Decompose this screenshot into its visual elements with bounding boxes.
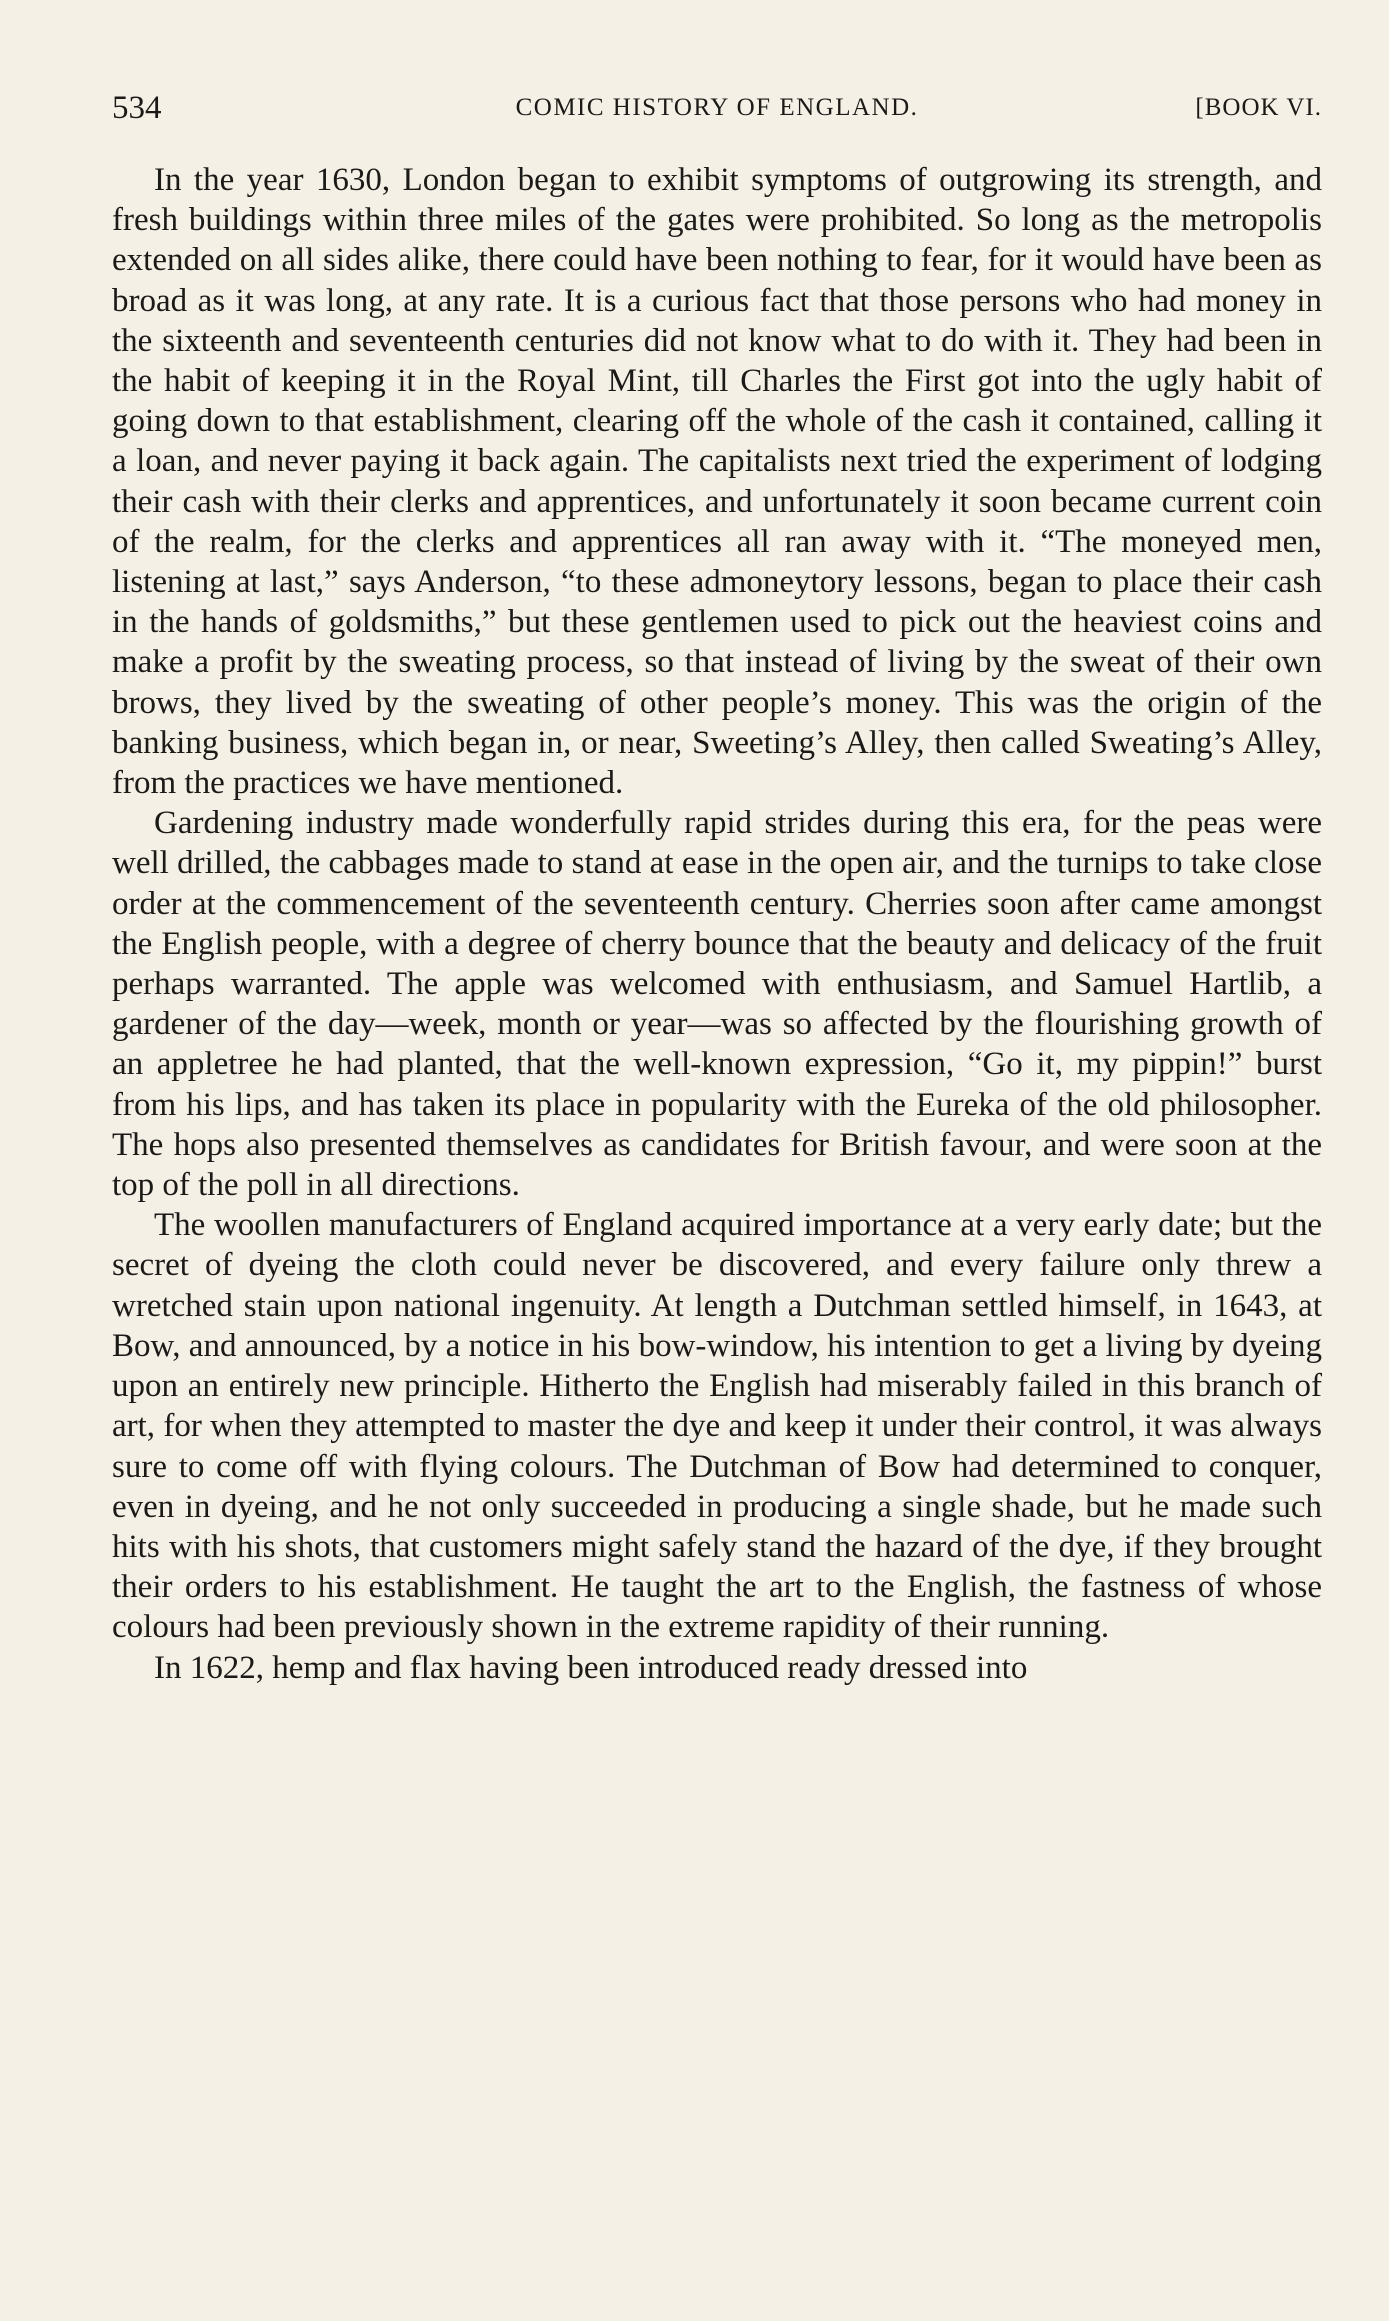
running-title: COMIC HISTORY OF ENGLAND.: [515, 94, 919, 121]
paragraph-gardening: Gardening industry made wonderfully rapid strides during this era, for the peas were well drilled, the cabbages made to stand at ease in the open air, and the turnips to take close order at the commencement of the seventeenth century. Cherries soon after came amongst the English people, with a degree of cherry bounce that the beauty and delicacy of the fruit perhaps warranted. The apple was welcomed with enthusiasm, and Samuel Hartlib, a gardener of the day—week, month or year—was so affected by the flourishing growth of an appletree he had planted, that the well-known expression, “Go it, my pippin!” burst from his lips, and has taken its place in popularity with the Eureka of the old philosopher. The hops also presented themselves as candidates for British favour, and were soon at the top of the poll in all directions.: [112, 805, 1322, 1204]
paragraph-hemp-flax: In 1622, hemp and flax having been introduced ready dressed into: [154, 1649, 1028, 1686]
running-header: [112, 88, 1322, 128]
paragraph-london-banking: In the year 1630, London began to exhibit symptoms of outgrowing its strength, and fresh buildings within three miles of the gates were prohibited. So long as the metropolis extended on all sides alike, there could have been nothing to fear, for it would have been as broad as it was long, at any rate. It is a curious fact that those persons who had money in the sixteenth and seventeenth centuries did not know what to do with it. They had been in the habit of keeping it in the Royal Mint, till Charles the First got into the ugly habit of going down to that establishment, clearing off the whole of the cash it contained, calling it a loan, and never paying it back again. The capitalists next tried the experiment of lodging their cash with their clerks and apprentices, and unfortunately it soon became current coin of the realm, for the clerks and apprentices all ran away with it. “The moneyed men, listening at last,” says Anderson, “to these admoneytory lessons, began to place their cash in the hands of goldsmiths,” but these gentlemen used to pick out the heaviest coins and make a profit by the sweating process, so that instead of living by the sweat of their own brows, they lived by the sweating of other people’s money. This was the origin of the banking business, which began in, or near, Sweeting’s Alley, then called Sweating’s Alley, from the practices we have mentioned.: [112, 162, 1322, 802]
book-page: [112, 88, 1322, 1688]
book-reference: [BOOK VI.: [1195, 94, 1322, 121]
paragraph-woollen-dyeing: The woollen manufacturers of England acquired importance at a very early date; but the secret of dyeing the cloth could never be discovered, and every failure only threw a wretched stain upon national ingenuity. At length a Dutchman settled himself, in 1643, at Bow, and announced, by a notice in his bow-window, his intention to get a living by dyeing upon an entirely new principle. Hitherto the English had miserably failed in this branch of art, for when they attempted to master the dye and keep it under their control, it was always sure to come off with flying colours. The Dutchman of Bow had determined to conquer, even in dyeing, and he not only succeeded in producing a single shade, but he made such hits with his shots, that customers might safely stand the hazard of the dye, if they brought their orders to his establishment. He taught the art to the English, the fastness of whose colours had been previously shown in the extreme rapidity of their running.: [112, 1207, 1322, 1646]
page-number: 534: [112, 90, 162, 126]
body-text: [112, 160, 1322, 1688]
